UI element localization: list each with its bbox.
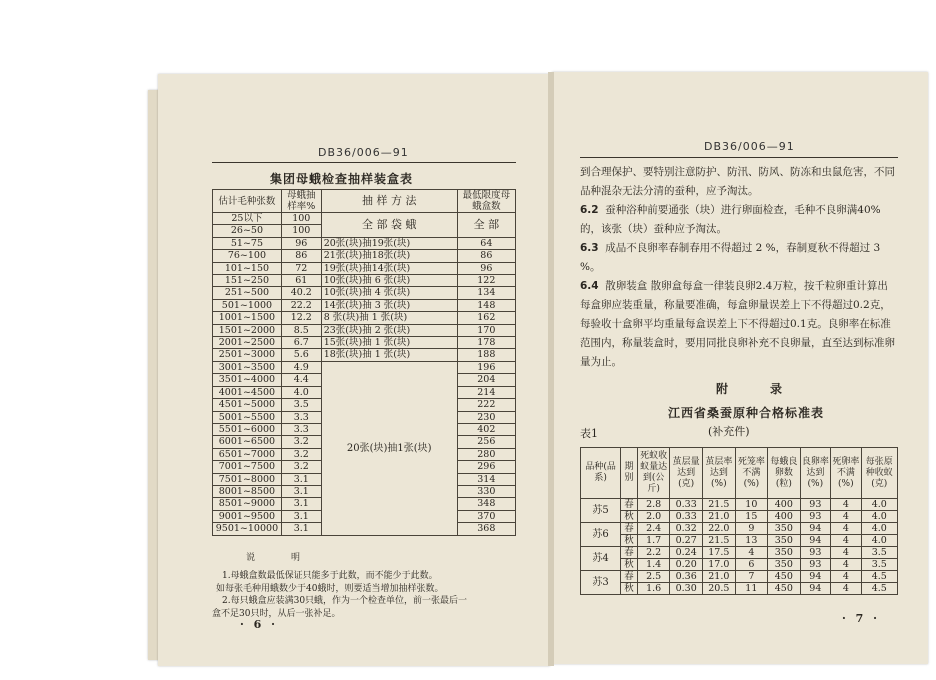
cell-min-boxes: 148 [457, 299, 515, 311]
cell-estimated-sheets: 9001~9500 [213, 510, 282, 522]
table-row [581, 547, 898, 559]
left-table-title: 集团母蛾检查抽样装盒表 [270, 172, 414, 186]
cell-sampling-rate: 8.5 [281, 324, 321, 336]
note-line: 盒不足30只时，从后一张补足。 [212, 608, 341, 619]
standards-table-header [581, 448, 898, 499]
table-row [213, 237, 516, 249]
cell-value: 0.33 [670, 499, 703, 511]
cell-min-boxes: 170 [457, 324, 515, 336]
right-page-header: DB36/006—91 [704, 140, 795, 153]
cell-sampling-rate: 5.6 [281, 349, 321, 361]
cell-value: 2.2 [637, 547, 669, 559]
cell-value: 4.0 [861, 511, 897, 523]
table-row [581, 583, 898, 595]
cell-sampling-rate: 4.4 [281, 374, 321, 386]
intro-paragraph: 到合理保护、要特别注意防护、防汛、防风、防冻和虫鼠危害，不同品种混杂无法分清的蚕种，应予淘汰。 [580, 166, 895, 197]
cell-min-boxes: 256 [457, 436, 515, 448]
cell-value: 94 [800, 523, 831, 535]
cell-value: 0.32 [670, 523, 703, 535]
cell-sampling-method: 20张(块)抽19张(块) [321, 237, 457, 249]
cell-min-boxes: 348 [457, 498, 515, 510]
cell-value: 0.24 [670, 547, 703, 559]
left-page-header: DB36/006—91 [318, 146, 409, 159]
cell-sampling-rate: 3.1 [281, 498, 321, 510]
cell-value: 3.5 [861, 547, 897, 559]
col-header: 期别 [621, 448, 638, 499]
cell-value: 350 [768, 547, 801, 559]
table-row [213, 337, 516, 349]
cell-value: 0.36 [670, 571, 703, 583]
cell-estimated-sheets: 4001~4500 [213, 386, 282, 398]
cell-value: 1.6 [637, 583, 669, 595]
cell-min-boxes: 96 [457, 262, 515, 274]
cell-value: 0.33 [670, 511, 703, 523]
cell-min-boxes: 188 [457, 349, 515, 361]
cell-estimated-sheets: 7001~7500 [213, 461, 282, 473]
cell-estimated-sheets: 6001~6500 [213, 436, 282, 448]
cell-min-boxes: 296 [457, 461, 515, 473]
cell-value: 4.0 [861, 535, 897, 547]
cell-value: 13 [735, 535, 767, 547]
table-row [213, 324, 516, 336]
cell-min-boxes: 178 [457, 337, 515, 349]
cell-season: 秋 [621, 583, 638, 595]
cell-estimated-sheets: 5501~6000 [213, 423, 282, 435]
col-header: 死卵率不满(%) [831, 448, 862, 499]
cell-value: 4 [735, 547, 767, 559]
sampling-table-header [213, 190, 516, 213]
cell-value: 4 [831, 511, 862, 523]
cell-sampling-rate: 3.1 [281, 485, 321, 497]
note-line: 如每张毛种用蛾数少于40蛾时，则要适当增加抽样张数。 [216, 583, 444, 594]
clause-paragraph [580, 239, 898, 277]
cell-min-boxes: 280 [457, 448, 515, 460]
note-line: 2.每只蛾盒应装满30只蛾，作为一个检查单位，前一张最后一 [222, 596, 468, 606]
cell-estimated-sheets: 4501~5000 [213, 399, 282, 411]
cell-value: 2.5 [637, 571, 669, 583]
cell-min-boxes: 196 [457, 361, 515, 373]
cell-all-value: 全 部 [457, 213, 515, 238]
cell-sampling-method: 21张(块)抽18张(块) [321, 250, 457, 262]
cell-sampling-rate: 3.2 [281, 461, 321, 473]
cell-estimated-sheets: 2001~2500 [213, 337, 282, 349]
clause-text: 成品不良卵率春制春用不得超过 2 %，春制夏秋不得超过 3 %。 [580, 242, 881, 273]
cell-sampling-rate: 100 [281, 225, 321, 237]
cell-all-bag-moths: 全 部 袋 蛾 [321, 213, 457, 238]
cell-value: 10 [735, 499, 767, 511]
cell-sampling-rate: 3.3 [281, 411, 321, 423]
cell-variety: 苏5 [581, 499, 621, 523]
col-header: 每蛾良卵数(粒) [768, 448, 801, 499]
cell-value: 93 [800, 499, 831, 511]
cell-sampling-rate: 4.9 [281, 361, 321, 373]
cell-value: 2.0 [637, 511, 669, 523]
cell-sampling-method: 15张(块)抽 1 张(块) [321, 337, 457, 349]
col-header-min-boxes: 最低限度母蛾盒数 [457, 190, 515, 213]
col-header: 品种(品系) [581, 448, 621, 499]
cell-value: 3.5 [861, 559, 897, 571]
cell-value: 21.0 [703, 571, 736, 583]
cell-min-boxes: 402 [457, 423, 515, 435]
cell-value: 11 [735, 583, 767, 595]
cell-estimated-sheets: 7501~8000 [213, 473, 282, 485]
cell-value: 450 [768, 583, 801, 595]
clause-number: 6.3 [580, 242, 599, 254]
cell-min-boxes: 368 [457, 523, 515, 535]
cell-sampling-rate: 3.1 [281, 473, 321, 485]
cell-season: 春 [621, 499, 638, 511]
col-header: 死笼率不满(%) [735, 448, 767, 499]
right-header-rule [580, 157, 898, 158]
book-spine [548, 72, 554, 666]
cell-season: 秋 [621, 559, 638, 571]
cell-sampling-rate: 22.2 [281, 299, 321, 311]
cell-sampling-rate: 3.3 [281, 423, 321, 435]
col-header: 茧层率达到(%) [703, 448, 736, 499]
col-header: 茧层量达到(克) [670, 448, 703, 499]
cell-sampling-rate: 3.5 [281, 399, 321, 411]
note-line: 1.母蛾盒数最低保证只能多于此数，而不能少于此数。 [222, 571, 438, 581]
cell-season: 秋 [621, 535, 638, 547]
appendix-label: 附 录 [716, 382, 789, 396]
cell-estimated-sheets: 26~50 [213, 225, 282, 237]
table-row [213, 349, 516, 361]
cell-min-boxes: 162 [457, 312, 515, 324]
col-header-estimated-sheets: 估计毛种张数 [213, 190, 282, 213]
supplement-label: (补充件) [708, 425, 750, 438]
cell-sampling-rate: 12.2 [281, 312, 321, 324]
table-row [581, 499, 898, 511]
standards-table [580, 447, 898, 595]
cell-estimated-sheets: 101~150 [213, 262, 282, 274]
cell-min-boxes: 204 [457, 374, 515, 386]
cell-estimated-sheets: 9501~10000 [213, 523, 282, 535]
table-row [213, 275, 516, 287]
cell-season: 春 [621, 547, 638, 559]
explanation-label: 说 明 [246, 553, 301, 563]
cell-value: 0.30 [670, 583, 703, 595]
cell-min-boxes: 64 [457, 237, 515, 249]
cell-estimated-sheets: 5001~5500 [213, 411, 282, 423]
col-header: 死蚁收蚁量达到(公斤) [637, 448, 669, 499]
cell-merged-method: 20张(块)抽1张(块) [321, 361, 457, 535]
cell-variety: 苏6 [581, 523, 621, 547]
cell-value: 4.5 [861, 583, 897, 595]
table-row [581, 511, 898, 523]
cell-value: 400 [768, 511, 801, 523]
left-header-rule [212, 162, 516, 163]
cell-value: 20.5 [703, 583, 736, 595]
cell-sampling-rate: 40.2 [281, 287, 321, 299]
cell-value: 1.7 [637, 535, 669, 547]
clause-number: 6.4 [580, 280, 599, 292]
cell-value: 93 [800, 547, 831, 559]
cell-min-boxes: 230 [457, 411, 515, 423]
cell-season: 春 [621, 571, 638, 583]
clause-paragraph [580, 277, 898, 372]
cell-min-boxes: 86 [457, 250, 515, 262]
cell-sampling-rate: 4.0 [281, 386, 321, 398]
col-header-sampling-method: 抽 样 方 法 [321, 190, 457, 213]
cell-value: 17.5 [703, 547, 736, 559]
table-row [213, 312, 516, 324]
clause-text: 蚕种浴种前要通张（块）进行卵面检查，毛种不良卵满40%的，该张（块）蚕种应予淘汰。 [580, 204, 881, 235]
cell-value: 350 [768, 559, 801, 571]
table-row [213, 250, 516, 262]
table-label: 表1 [580, 427, 598, 440]
clause-text: 散卵装盒 散卵盒每盒一律装良卵2.4万粒，按千粒卵重计算出每盒卵应装重量，称量要准确，每盒卵量误差上下不得超过0.2克，每验收十盒卵平均重量每盒误差上下不得超过0.1克。良卵率在标准范围内，称量装盒时，要用同批良卵补充不良卵量，直至达到标准卵量为止。 [580, 280, 895, 368]
col-header-sampling-rate: 母蛾抽样率% [281, 190, 321, 213]
clause-number: 6.2 [580, 204, 599, 216]
col-header: 良卵率达到(%) [800, 448, 831, 499]
cell-sampling-rate: 86 [281, 250, 321, 262]
cell-estimated-sheets: 8001~8500 [213, 485, 282, 497]
cell-min-boxes: 222 [457, 399, 515, 411]
cell-value: 0.27 [670, 535, 703, 547]
cell-min-boxes: 370 [457, 510, 515, 522]
cell-sampling-rate: 3.1 [281, 523, 321, 535]
cell-sampling-rate: 72 [281, 262, 321, 274]
cell-value: 17.0 [703, 559, 736, 571]
cell-value: 22.0 [703, 523, 736, 535]
appendix-title: 江西省桑蚕原种合格标准表 [668, 406, 825, 420]
cell-estimated-sheets: 76~100 [213, 250, 282, 262]
cell-estimated-sheets: 251~500 [213, 287, 282, 299]
cell-sampling-method: 10张(块)抽 6 张(块) [321, 275, 457, 287]
table-row [581, 559, 898, 571]
cell-estimated-sheets: 501~1000 [213, 299, 282, 311]
cell-estimated-sheets: 1001~1500 [213, 312, 282, 324]
cell-value: 21.0 [703, 511, 736, 523]
cell-sampling-rate: 6.7 [281, 337, 321, 349]
cell-estimated-sheets: 25以下 [213, 213, 282, 225]
cell-min-boxes: 122 [457, 275, 515, 287]
cell-value: 4.0 [861, 523, 897, 535]
cell-sampling-method: 19张(块)抽14张(块) [321, 262, 457, 274]
right-page-number: · 7 · [842, 612, 880, 625]
table-row [581, 535, 898, 547]
cell-value: 94 [800, 583, 831, 595]
cell-estimated-sheets: 8501~9000 [213, 498, 282, 510]
cell-value: 2.4 [637, 523, 669, 535]
cell-sampling-method: 8 张(块)抽 1 张(块) [321, 312, 457, 324]
cell-sampling-method: 23张(块)抽 2 张(块) [321, 324, 457, 336]
cell-value: 93 [800, 559, 831, 571]
cell-value: 4.0 [861, 499, 897, 511]
cell-sampling-rate: 3.1 [281, 510, 321, 522]
cell-value: 4 [831, 571, 862, 583]
cell-min-boxes: 214 [457, 386, 515, 398]
cell-sampling-rate: 3.2 [281, 448, 321, 460]
cell-value: 93 [800, 511, 831, 523]
sampling-table [212, 189, 516, 536]
table-row [213, 213, 516, 225]
cell-value: 350 [768, 535, 801, 547]
cell-value: 4 [831, 523, 862, 535]
col-header: 每张原种收蚁(克) [861, 448, 897, 499]
cell-value: 0.20 [670, 559, 703, 571]
cell-estimated-sheets: 51~75 [213, 237, 282, 249]
cell-value: 15 [735, 511, 767, 523]
cell-min-boxes: 330 [457, 485, 515, 497]
cell-value: 4.5 [861, 571, 897, 583]
cell-estimated-sheets: 2501~3000 [213, 349, 282, 361]
cell-value: 7 [735, 571, 767, 583]
cell-value: 21.5 [703, 499, 736, 511]
table-row [581, 571, 898, 583]
cell-estimated-sheets: 6501~7000 [213, 448, 282, 460]
cell-value: 4 [831, 583, 862, 595]
cell-value: 4 [831, 499, 862, 511]
cell-min-boxes: 134 [457, 287, 515, 299]
cell-sampling-rate: 61 [281, 275, 321, 287]
table-row [213, 361, 516, 373]
cell-value: 94 [800, 571, 831, 583]
cell-season: 春 [621, 523, 638, 535]
left-page-number: · 6 · [240, 618, 278, 631]
left-notes [212, 570, 468, 620]
cell-value: 94 [800, 535, 831, 547]
cell-sampling-method: 14张(块)抽 3 张(块) [321, 299, 457, 311]
cell-min-boxes: 314 [457, 473, 515, 485]
cell-estimated-sheets: 3501~4000 [213, 374, 282, 386]
cell-value: 350 [768, 523, 801, 535]
cell-estimated-sheets: 1501~2000 [213, 324, 282, 336]
cell-variety: 苏4 [581, 547, 621, 571]
cell-sampling-rate: 96 [281, 237, 321, 249]
table-row [581, 523, 898, 535]
cell-value: 2.8 [637, 499, 669, 511]
cell-sampling-rate: 3.2 [281, 436, 321, 448]
table-row [213, 262, 516, 274]
cell-estimated-sheets: 3001~3500 [213, 361, 282, 373]
cell-value: 4 [831, 535, 862, 547]
cell-value: 1.4 [637, 559, 669, 571]
cell-sampling-method: 10张(块)抽 4 张(块) [321, 287, 457, 299]
clause-paragraph [580, 201, 898, 239]
cell-value: 400 [768, 499, 801, 511]
table-row [213, 287, 516, 299]
right-body-text [580, 163, 898, 372]
cell-value: 450 [768, 571, 801, 583]
cell-value: 4 [831, 559, 862, 571]
table-row [213, 299, 516, 311]
cell-value: 6 [735, 559, 767, 571]
cell-sampling-rate: 100 [281, 213, 321, 225]
cell-sampling-method: 18张(块)抽 1 张(块) [321, 349, 457, 361]
cell-season: 秋 [621, 511, 638, 523]
cell-value: 9 [735, 523, 767, 535]
cell-value: 4 [831, 547, 862, 559]
cell-value: 21.5 [703, 535, 736, 547]
cell-variety: 苏3 [581, 571, 621, 595]
cell-estimated-sheets: 151~250 [213, 275, 282, 287]
